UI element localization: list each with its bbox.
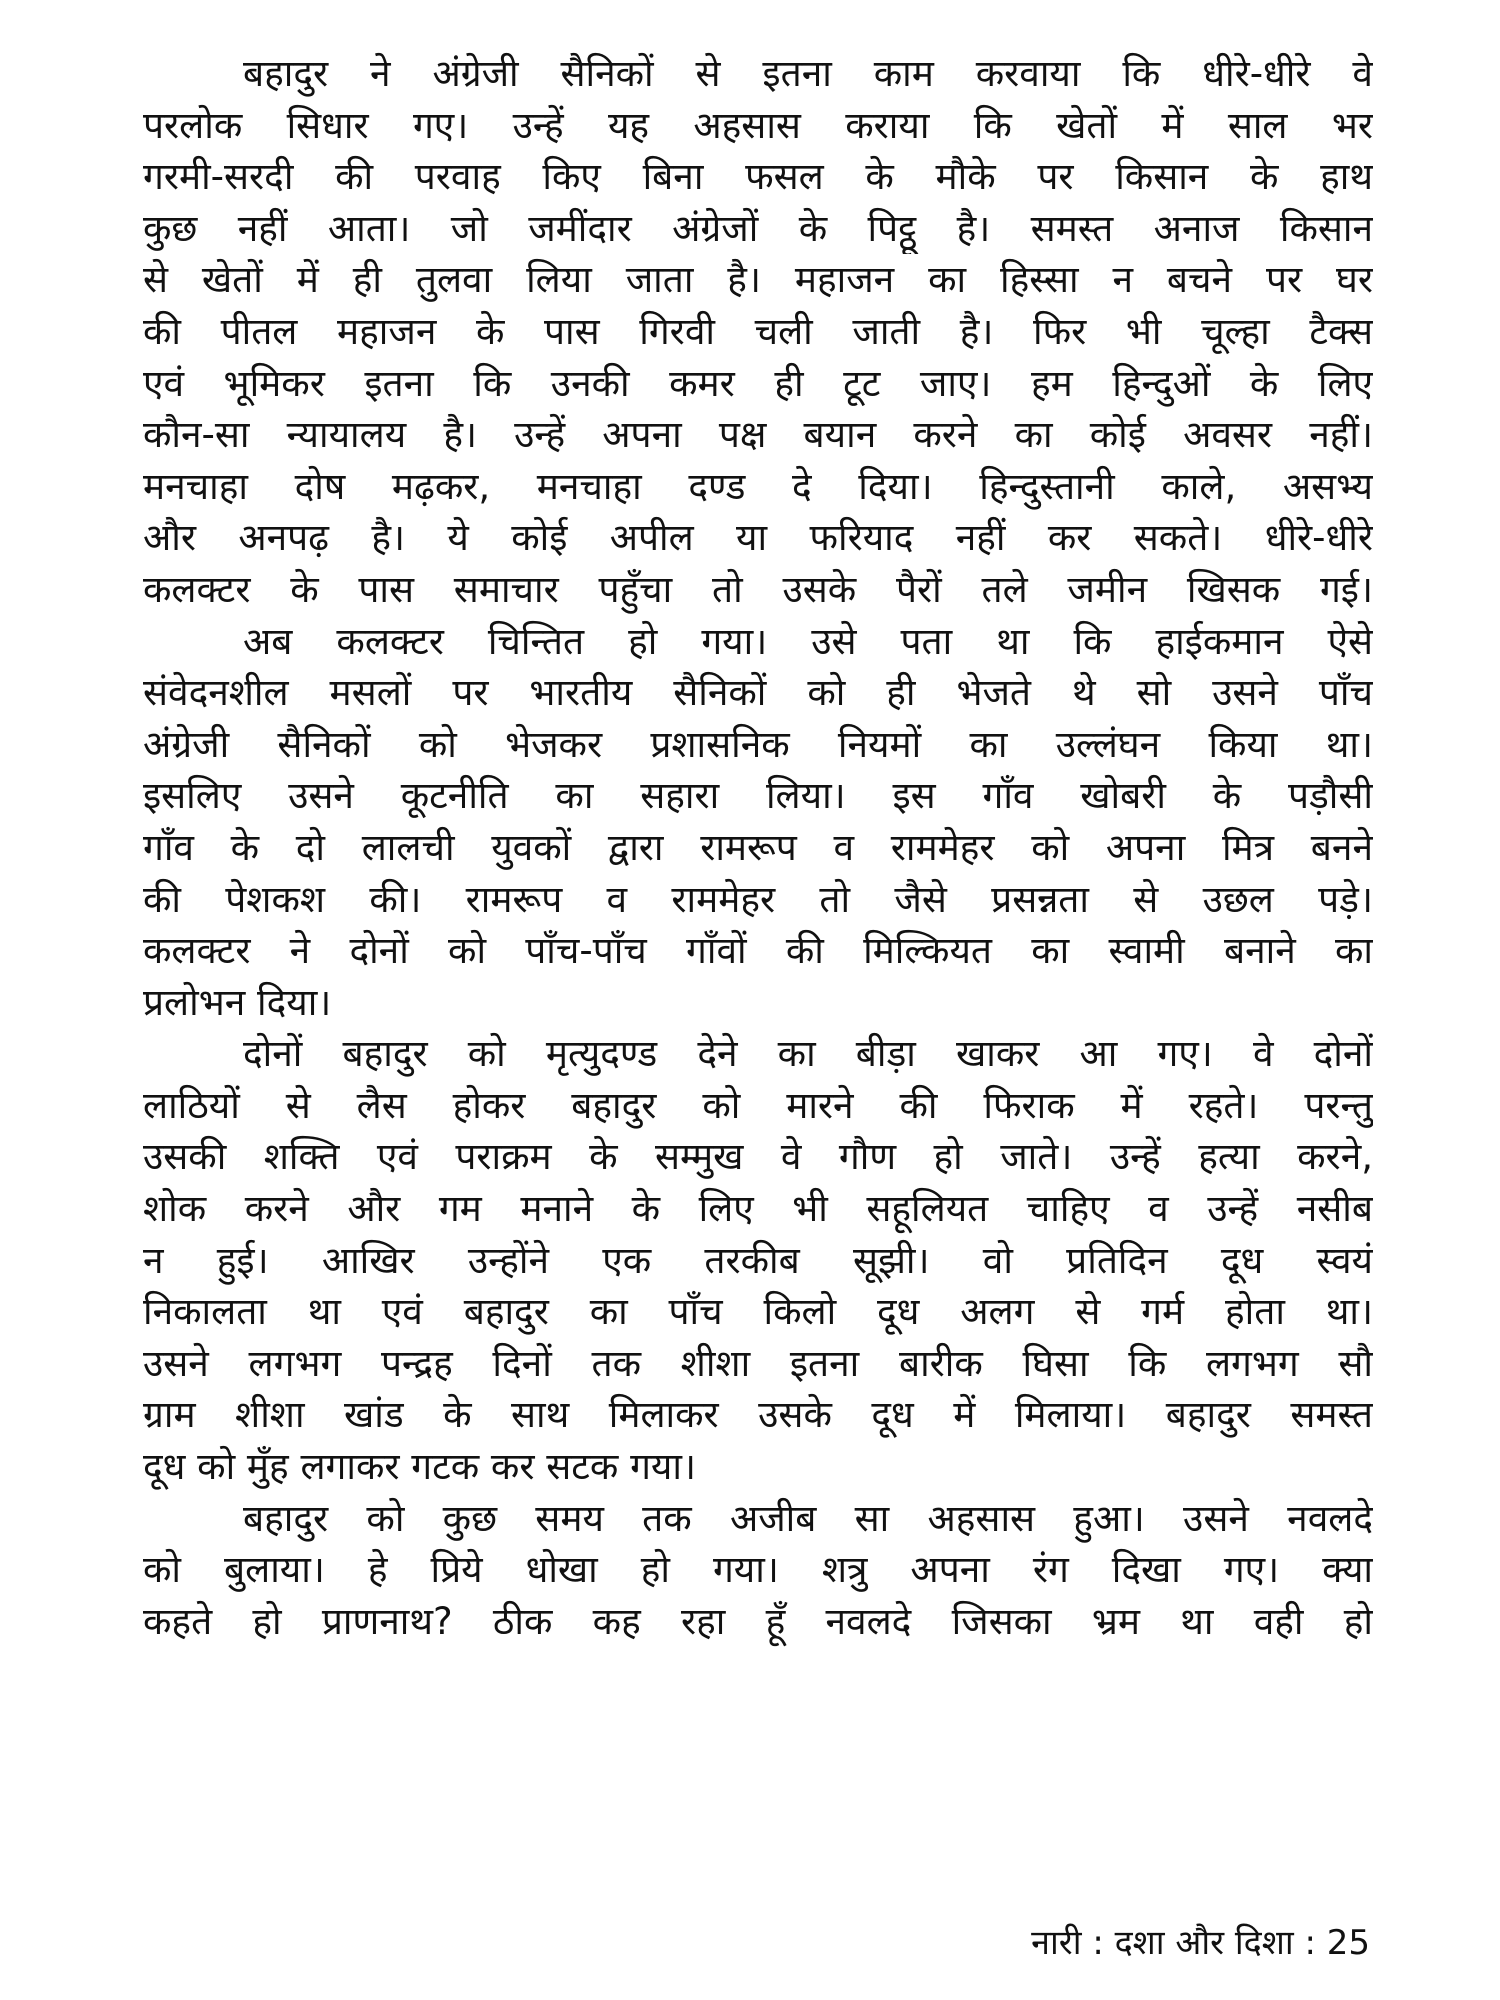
- text-line: एवं भूमिकर इतना कि उनकी कमर ही टूट जाए। हम हिन्दुओं के लिए: [143, 361, 1373, 405]
- paragraph-3: [143, 1028, 1373, 1492]
- text-line: मनचाहा दोष मढ़कर, मनचाहा दण्ड दे दिया। हिन्दुस्तानी काले, असभ्य: [143, 464, 1373, 508]
- text-line: उसने लगभग पन्द्रह दिनों तक शीशा इतना बारीक घिसा कि लगभग सौ: [143, 1341, 1373, 1385]
- text-line: गाँव के दो लालची युवकों द्वारा रामरूप व राममेहर को अपना मित्र बनने: [143, 825, 1373, 869]
- text-line: ग्राम शीशा खांड के साथ मिलाकर उसके दूध में मिलाया। बहादुर समस्त: [143, 1393, 1373, 1437]
- text-line: संवेदनशील मसलों पर भारतीय सैनिकों को ही भेजते थे सो उसने पाँच: [143, 671, 1373, 715]
- text-line: की पीतल महाजन के पास गिरवी चली जाती है। फिर भी चूल्हा टैक्स: [143, 309, 1373, 353]
- paragraph-2: [143, 616, 1373, 1029]
- text-line: कलक्टर के पास समाचार पहुँचा तो उसके पैरों तले जमीन खिसक गई।: [143, 567, 1373, 611]
- text-line: न हुई। आखिर उन्होंने एक तरकीब सूझी। वो प्रतिदिन दूध स्वयं: [143, 1238, 1373, 1282]
- paragraph-1: [143, 48, 1373, 616]
- text-line: उसकी शक्ति एवं पराक्रम के सम्मुख वे गौण हो जाते। उन्हें हत्या करने,: [143, 1135, 1373, 1179]
- text-line: लाठियों से लैस होकर बहादुर को मारने की फिराक में रहते। परन्तु: [143, 1083, 1373, 1127]
- text-line: कलक्टर ने दोनों को पाँच-पाँच गाँवों की मिल्कियत का स्वामी बनाने का: [143, 929, 1373, 973]
- text-line: बहादुर को कुछ समय तक अजीब सा अहसास हुआ। उसने नवलदे: [243, 1496, 1373, 1540]
- text-line: प्रलोभन दिया।: [143, 980, 332, 1024]
- text-line: इसलिए उसने कूटनीति का सहारा लिया। इस गाँव खोबरी के पड़ौसी: [143, 774, 1373, 818]
- text-line: शोक करने और गम मनाने के लिए भी सहूलियत चाहिए व उन्हें नसीब: [143, 1187, 1373, 1231]
- text-line: दोनों बहादुर को मृत्युदण्ड देने का बीड़ा खाकर आ गए। वे दोनों: [243, 1032, 1373, 1076]
- text-line: कहते हो प्राणनाथ? ठीक कह रहा हूँ नवलदे जिसका भ्रम था वही हो: [143, 1599, 1373, 1643]
- text-line: बहादुर ने अंग्रेजी सैनिकों से इतना काम करवाया कि धीरे-धीरे वे: [243, 52, 1373, 95]
- text-line: कौन-सा न्यायालय है। उन्हें अपना पक्ष बयान करने का कोई अवसर नहीं।: [143, 413, 1373, 457]
- text-line: अब कलक्टर चिन्तित हो गया। उसे पता था कि हाईकमान ऐसे: [243, 619, 1373, 663]
- text-line: और अनपढ़ है। ये कोई अपील या फरियाद नहीं कर सकते। धीरे-धीरे: [143, 516, 1373, 560]
- text-line: की पेशकश की। रामरूप व राममेहर तो जैसे प्रसन्नता से उछल पड़े।: [143, 877, 1373, 921]
- text-line: निकालता था एवं बहादुर का पाँच किलो दूध अलग से गर्म होता था।: [143, 1290, 1373, 1334]
- text-line: को बुलाया। हे प्रिये धोखा हो गया। शत्रु अपना रंग दिखा गए। क्या: [143, 1548, 1373, 1592]
- page-footer: नारी : दशा और दिशा : 25: [1031, 1923, 1370, 1963]
- text-line: गरमी-सरदी की परवाह किए बिना फसल के मौके पर किसान के हाथ: [143, 155, 1373, 199]
- body-text: [143, 48, 1373, 1647]
- text-line: कुछ नहीं आता। जो जमींदार अंग्रेजों के पिट्ठू है। समस्त अनाज किसान: [143, 206, 1373, 250]
- text-line: परलोक सिधार गए। उन्हें यह अहसास कराया कि खेतों में साल भर: [143, 103, 1373, 147]
- paragraph-4: [143, 1493, 1373, 1648]
- text-line: दूध को मुँह लगाकर गटक कर सटक गया।: [143, 1445, 696, 1489]
- text-line: अंग्रेजी सैनिकों को भेजकर प्रशासनिक नियमों का उल्लंघन किया था।: [143, 722, 1373, 766]
- text-line: से खेतों में ही तुलवा लिया जाता है। महाजन का हिस्सा न बचने पर घर: [143, 258, 1373, 302]
